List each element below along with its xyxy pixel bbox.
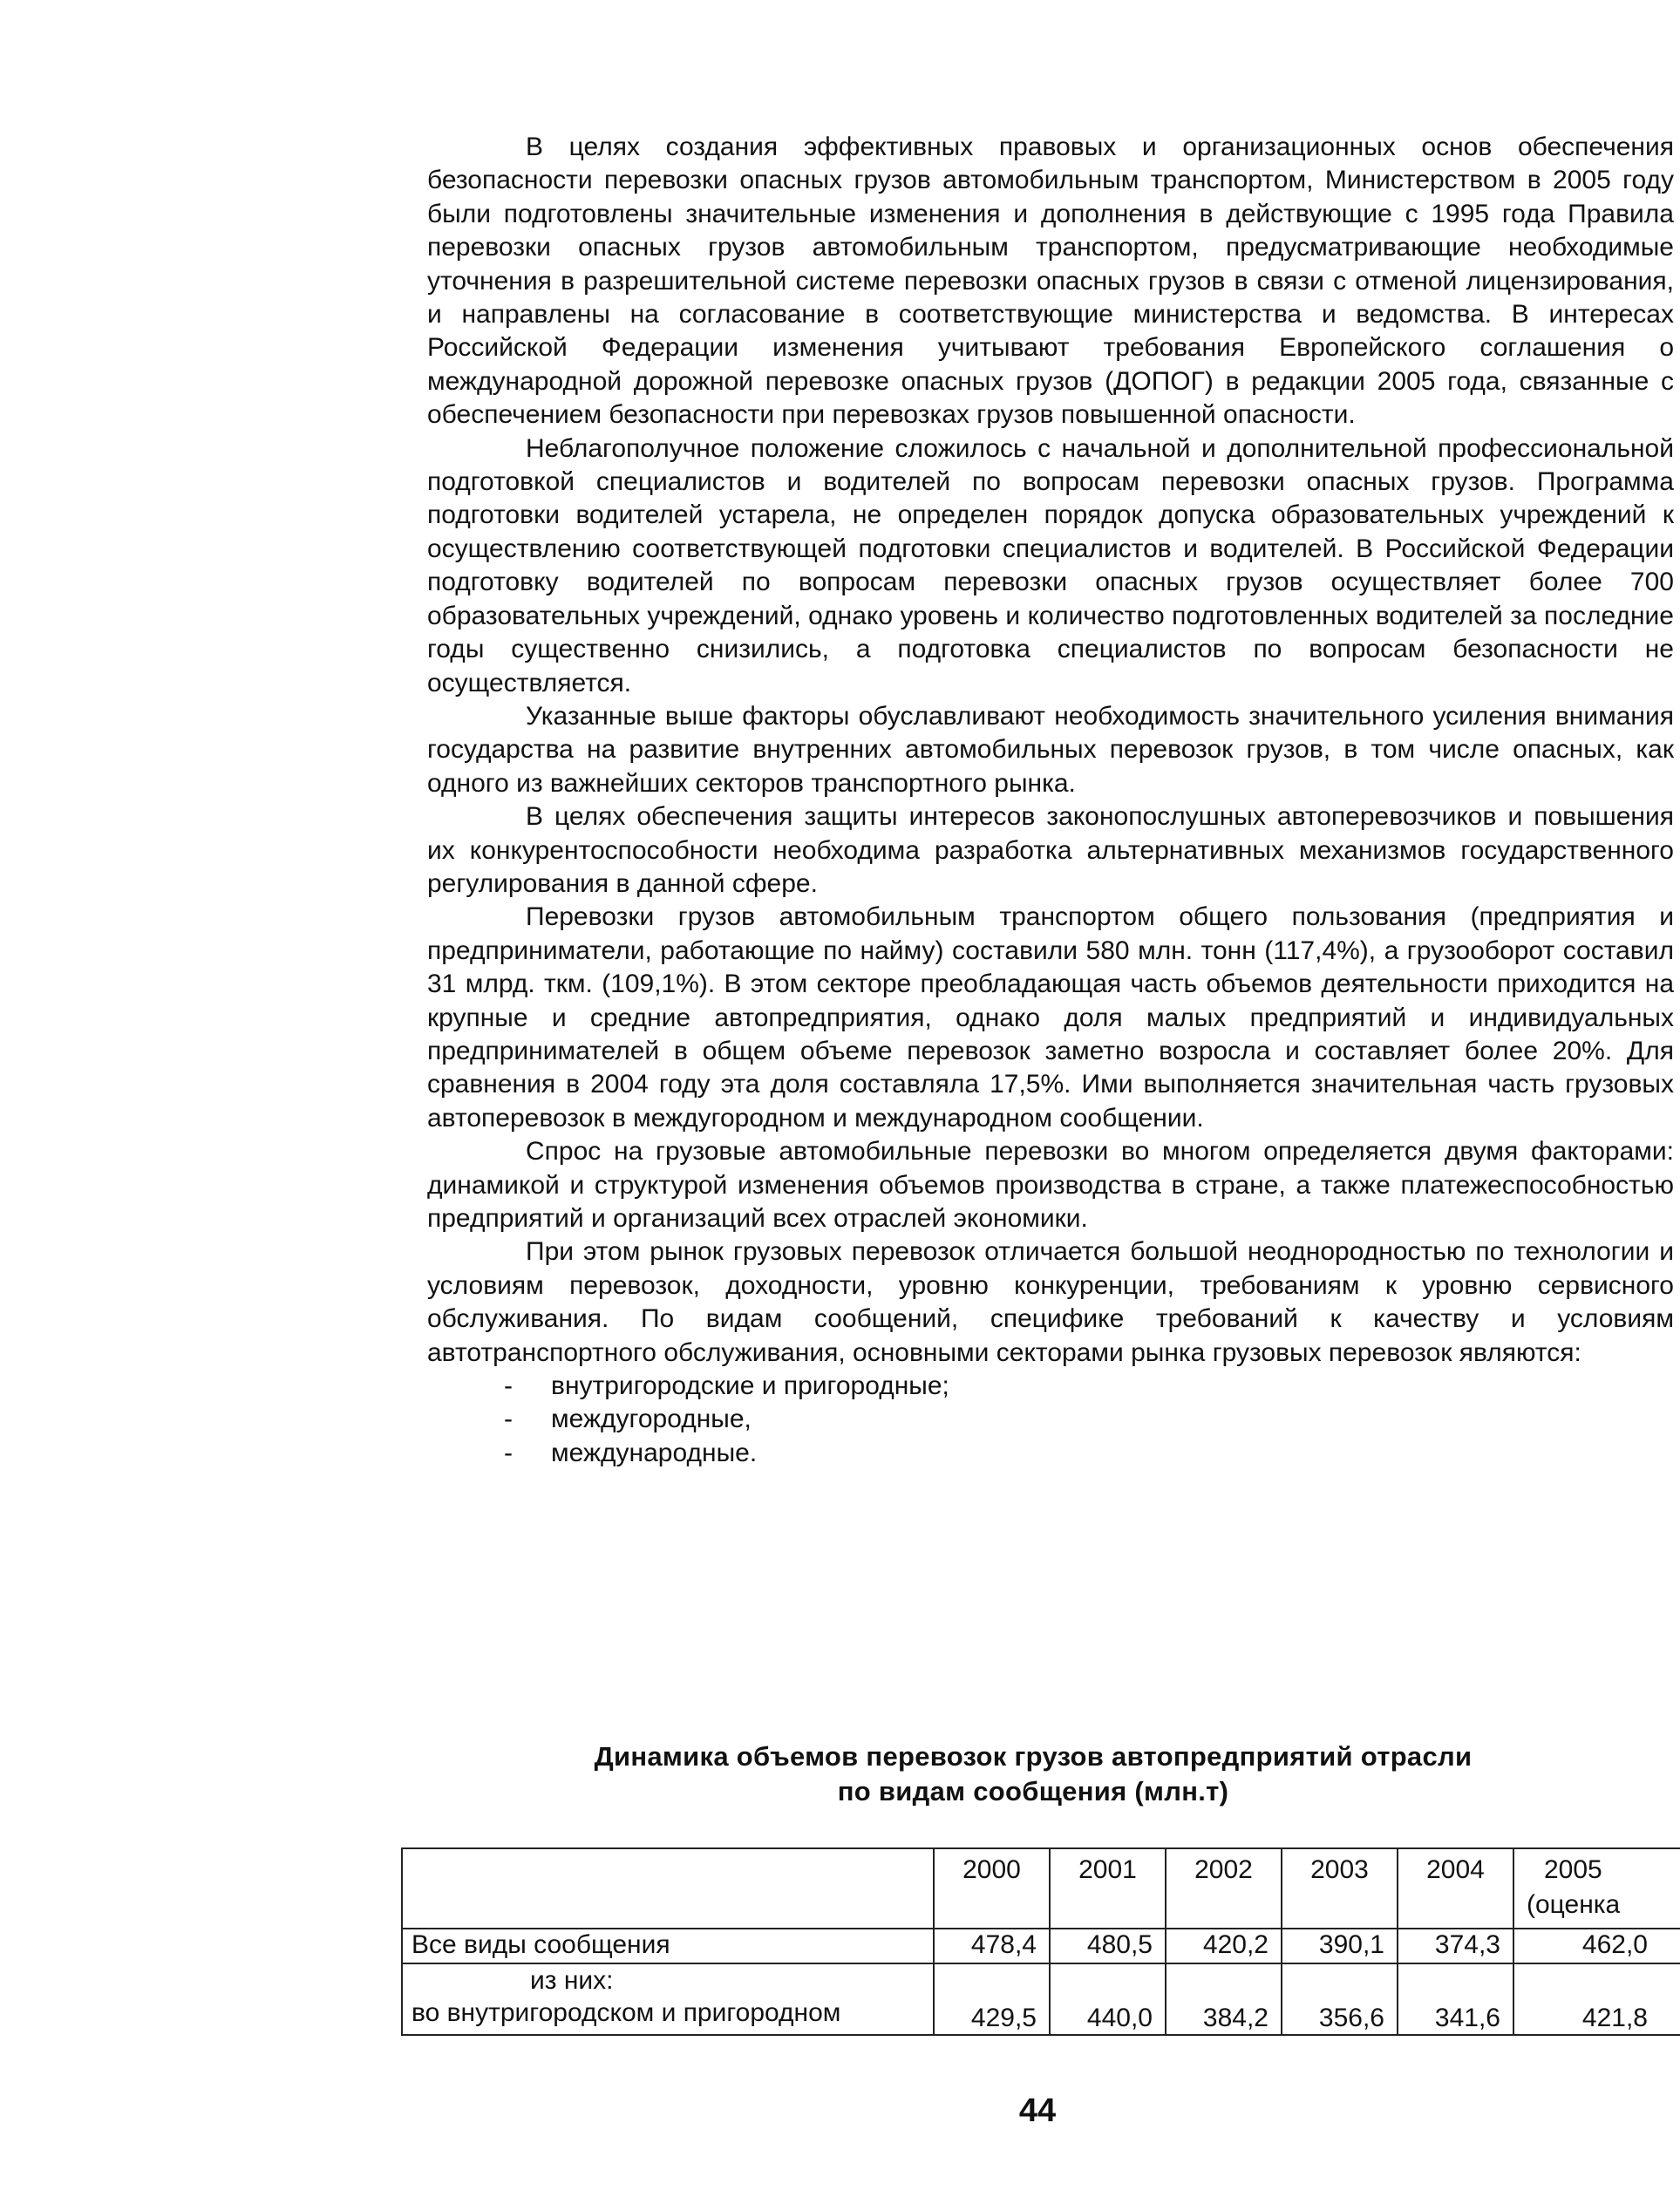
page-number: 44	[1018, 2092, 1057, 2129]
table-cell: 356,6	[1282, 1963, 1398, 2035]
table-header-year: 2000	[934, 1848, 1050, 1929]
paragraph: Неблагополучное положение сложилось с начальной и дополнительной профессиональной подготовкой специалистов и водителей по вопросам перевозки опасных грузов. Программа подготовки водителей устарела, не определен порядок допуска образовательных учреждений к осуществлению соответствующей подготовки специалистов и водителей. В Российской Федерации подготовку водителей по вопросам перевозки опасных грузов осуществляет более 700 образовательных учреждений, однако уровень и количество подготовленных водителей за последние годы существенно снизились, а подготовка специалистов по вопросам безопасности не осуществляется.	[427, 433, 1674, 697]
table-title-line: по видам сообщения (млн.т)	[837, 1776, 1229, 1807]
table-header-year: 2003	[1282, 1848, 1398, 1929]
table-header-year: 2001	[1050, 1848, 1166, 1929]
row-label-prefix: из них:	[530, 1966, 614, 1995]
table-title-line: Динамика объемов перевозок грузов автопредприятий отрасли	[594, 1741, 1473, 1772]
table-cell: 384,2	[1166, 1963, 1282, 2035]
paragraph: В целях обеспечения защиты интересов законопослушных автоперевозчиков и повышения их конкурентоспособности необходима разработка альтернативных механизмов государственного регулирования в данной сфере.	[427, 802, 1674, 898]
paragraph: Перевозки грузов автомобильным транспортом общего пользования (предприятия и предприниматели, работающие по найму) составили 580 млн. тонн (117,4%), а грузооборот составил 31 млрд. ткм. (109,1%). В этом секторе преобладающая часть объемов деятельности приходится на крупные и средние автопредприятия, однако доля малых предприятий и индивидуальных предпринимателей в общем объеме перевозок заметно возросла и составляет более 20%. Для сравнения в 2004 году эта доля составляла 17,5%. Ими выполняется значительная часть грузовых автоперевозок в междугородном и международном сообщении.	[427, 902, 1674, 1133]
row-label	[402, 1963, 934, 2035]
table-row	[402, 1963, 1680, 2035]
list-item	[427, 1370, 1674, 1403]
table-header-year	[1513, 1848, 1680, 1929]
table-cell: 421,8	[1513, 1963, 1680, 2035]
list-item-text: междугородные,	[551, 1405, 752, 1434]
table-cell: 341,6	[1398, 1963, 1513, 2035]
table-header-year: 2004	[1398, 1848, 1513, 1929]
table-cell: 478,4	[934, 1929, 1050, 1963]
bullet-marker: -	[504, 1405, 513, 1434]
list-item	[427, 1403, 1674, 1436]
sector-list	[427, 1370, 1674, 1470]
table-cell: 480,5	[1050, 1929, 1166, 1963]
freight-volume-table	[401, 1847, 1680, 2036]
bullet-marker: -	[504, 1371, 513, 1401]
paragraph: Указанные выше факторы обуславливают необходимость значительного усиления внимания государства на развитие внутренних автомобильных перевозок грузов, в том числе опасных, как одного из важнейших секторов транспортного рынка.	[427, 701, 1674, 798]
row-label: Все виды сообщения	[402, 1929, 934, 1963]
table-header-empty	[402, 1848, 934, 1929]
table-cell: 374,3	[1398, 1929, 1513, 1963]
list-item-text: внутригородские и пригородные;	[551, 1371, 949, 1401]
paragraph: В целях создания эффективных правовых и организационных основ обеспечения безопасности перевозки опасных грузов автомобильным транспортом, Министерством в 2005 году были подготовлены значительные изменения и дополнения в действующие с 1995 года Правила перевозки опасных грузов автомобильным транспортом, предусматривающие необходимые уточнения в разрешительной системе перевозки опасных грузов в связи с отменой лицензирования, и направлены на согласование в соответствующие министерства и ведомства. В интересах Российской Федерации изменения учитывают требования Европейского соглашения о международной дорожной перевозке опасных грузов (ДОПОГ) в редакции 2005 года, связанные с обеспечением безопасности при перевозках грузов повышенной опасности.	[427, 133, 1674, 430]
list-item	[427, 1437, 1674, 1470]
body-text	[427, 131, 1674, 1470]
table-cell: 440,0	[1050, 1963, 1166, 2035]
row-label-main: во внутригородском и пригородном	[411, 1998, 841, 2027]
table-cell: 462,0	[1513, 1929, 1680, 1963]
paragraph: Спрос на грузовые автомобильные перевозки во многом определяется двумя факторами: динамикой и структурой изменения объемов производства в стране, а также платежеспособностью предприятий и организаций всех отраслей экономики.	[427, 1137, 1674, 1233]
bullet-marker: -	[504, 1438, 513, 1467]
list-item-text: международные.	[551, 1438, 758, 1467]
table-cell: 429,5	[934, 1963, 1050, 2035]
table-header-year-label: 2005	[1544, 1855, 1602, 1884]
table-row	[402, 1929, 1680, 1963]
table-header-year: 2002	[1166, 1848, 1282, 1929]
table-cell: 390,1	[1282, 1929, 1398, 1963]
paragraph: При этом рынок грузовых перевозок отличается большой неоднородностью по технологии и условиям перевозок, доходности, уровню конкуренции, требованиям к уровню сервисного обслуживания. По видам сообщений, специфике требований к качеству и условиям автотранспортного обслуживания, основными секторами рынка грузовых перевозок являются:	[427, 1237, 1674, 1367]
table-title	[488, 1739, 1578, 1809]
table-header-row	[402, 1848, 1680, 1929]
table-cell: 420,2	[1166, 1929, 1282, 1963]
table-header-year-note: (оценка	[1527, 1890, 1621, 1919]
